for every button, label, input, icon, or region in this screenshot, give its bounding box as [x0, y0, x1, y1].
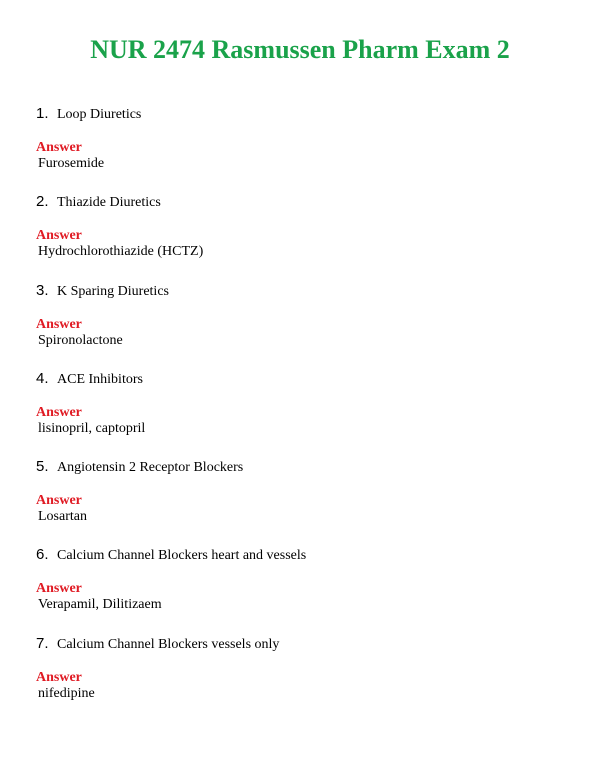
question-text: Calcium Channel Blockers heart and vessels	[57, 548, 307, 564]
answer-label: Answer	[36, 316, 82, 332]
question-text: Angiotensin 2 Receptor Blockers	[57, 460, 244, 476]
answer-text: nifedipine	[38, 685, 95, 701]
question	[36, 282, 169, 304]
document-title: NUR 2474 Rasmussen Pharm Exam 2	[90, 35, 510, 64]
question-number: 2.	[36, 193, 49, 211]
question-number: 7.	[36, 634, 49, 652]
qa-item	[36, 546, 576, 634]
question-text: K Sparing Diuretics	[57, 283, 169, 299]
answer-text: Hydrochlorothiazide (HCTZ)	[38, 244, 204, 260]
answer-label: Answer	[36, 669, 82, 685]
question	[36, 635, 279, 657]
qa-item	[36, 282, 576, 370]
qa-item	[36, 193, 576, 281]
question	[36, 193, 161, 215]
question	[36, 370, 143, 392]
qa-item	[36, 635, 576, 723]
question-number: 4.	[36, 369, 49, 387]
qa-item	[36, 370, 576, 458]
question-text: Loop Diuretics	[57, 107, 142, 122]
answer-label: Answer	[36, 140, 82, 155]
question-list	[36, 105, 576, 723]
answer-label: Answer	[36, 581, 82, 597]
question	[36, 546, 306, 568]
question-number: 1.	[36, 105, 49, 122]
answer-text: Spironolactone	[38, 332, 123, 348]
question-text: ACE Inhibitors	[57, 371, 143, 387]
answer-text: Losartan	[38, 509, 87, 525]
answer-label: Answer	[36, 404, 82, 420]
answer-label: Answer	[36, 228, 82, 244]
qa-item	[36, 458, 576, 546]
question-text: Calcium Channel Blockers vessels only	[57, 636, 280, 652]
question	[36, 458, 243, 480]
answer-text: Furosemide	[38, 156, 105, 171]
question-number: 3.	[36, 281, 49, 299]
question-number: 6.	[36, 546, 49, 564]
qa-item	[36, 105, 576, 193]
answer-label: Answer	[36, 493, 82, 509]
question	[36, 105, 141, 127]
answer-text: lisinopril, captopril	[38, 420, 146, 436]
question-number: 5.	[36, 458, 49, 476]
question-text: Thiazide Diuretics	[57, 195, 161, 211]
answer-text: Verapamil, Dilitizaem	[38, 597, 162, 613]
